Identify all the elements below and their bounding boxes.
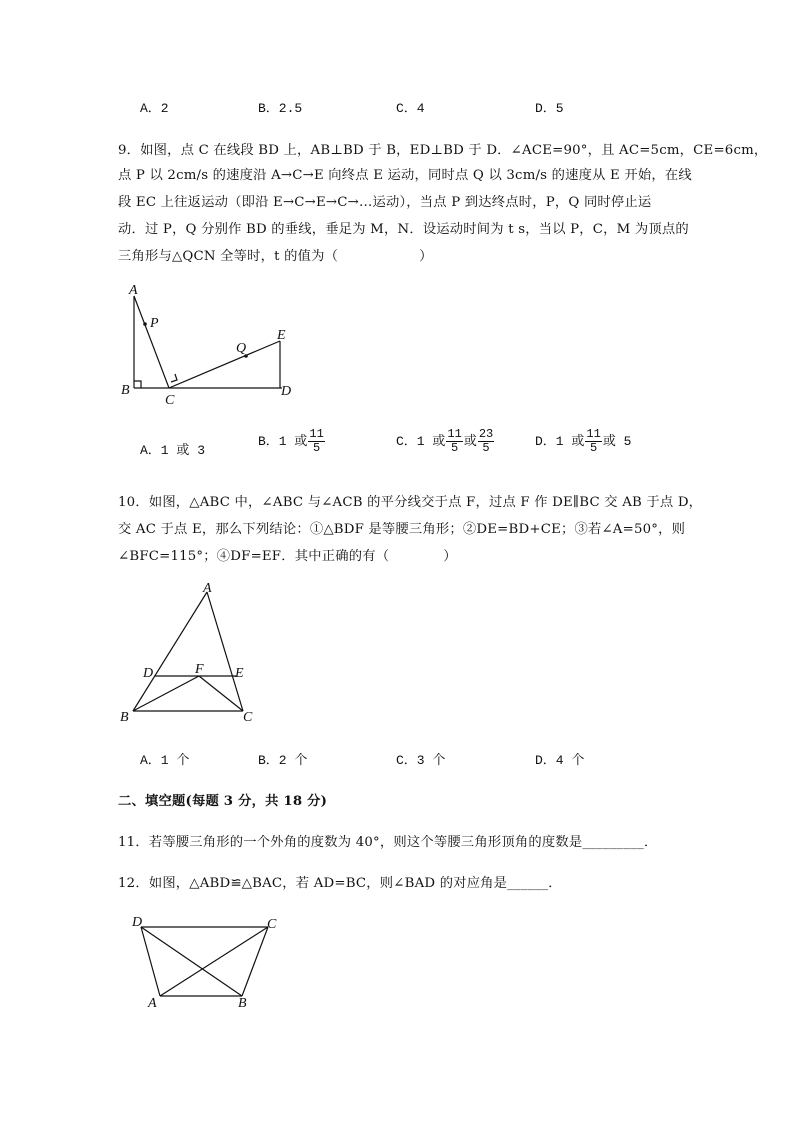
label-a: A <box>203 581 212 596</box>
label-f: F <box>195 662 204 677</box>
q9-line-5: 三角形与△QCN 全等时，t 的值为（ ） <box>118 249 433 264</box>
label-b: B <box>121 383 130 398</box>
q9-option-a: A．1 或 3 <box>140 443 206 458</box>
label-e: E <box>235 666 244 681</box>
q9-line-4: 动．过 P，Q 分别作 BD 的垂线，垂足为 M，N．设运动时间为 t s，当以 P，C，M 为顶点的 <box>118 222 689 237</box>
q12-text: 12．如图，△ABD≌△BAC，若 AD=BC，则∠BAD 的对应角是______． <box>118 876 562 891</box>
q10-line-2: 交 AC 于点 E，那么下列结论：①△BDF 是等腰三角形；②DE=BD+CE；③若∠A=50°，则 <box>118 522 686 537</box>
label-c: C <box>243 710 253 725</box>
q9-option-c: C．1 或 $\frac{11}{5}$ 或 $\frac{23}{5}$ <box>396 427 494 455</box>
label-d: D <box>132 915 143 930</box>
label-q: Q <box>236 341 247 356</box>
q9-line-2: 点 P 以 2cm/s 的速度沿 A→C→E 向终点 E 运动，同时点 Q 以 3cm/s 的速度从 E 开始，在线 <box>118 168 692 183</box>
q9-figure <box>110 280 310 410</box>
q10-line-1: 10．如图，△ABC 中，∠ABC 与∠ACB 的平分线交于点 F，过点 F 作 DE∥BC 交 AB 于点 D， <box>118 495 703 510</box>
q10-figure <box>110 580 270 730</box>
q8-option-c: C．4 <box>396 101 425 116</box>
q10-option-b: B．2 个 <box>258 753 308 768</box>
point-p <box>143 322 147 326</box>
q10-line-3: ∠BFC=115°；④DF=EF．其中正确的有（ ） <box>118 549 457 564</box>
label-c: C <box>267 917 277 932</box>
label-d: D <box>143 666 154 681</box>
q9-option-d: D．1 或 $\frac{11}{5}$ 或 5 <box>535 427 632 455</box>
q11-text: 11．若等腰三角形的一个外角的度数为 40°，则这个等腰三角形顶角的度数是_________． <box>118 835 658 850</box>
q10-option-a: A．1 个 <box>140 753 190 768</box>
q9-line-3: 段 EC 上往返运动（即沿 E→C→E→C→…运动），当点 P 到达终点时，P，Q 同时停止运 <box>118 195 652 210</box>
q8-option-b: B．2.5 <box>258 101 303 116</box>
q8-option-d: D．5 <box>535 101 564 116</box>
label-p: P <box>150 316 159 331</box>
label-a: A <box>129 283 138 298</box>
q12-figure <box>120 905 300 1015</box>
q10-option-d: D．4 个 <box>535 753 585 768</box>
label-d: D <box>281 384 292 399</box>
label-a: A <box>148 996 157 1011</box>
q9-line-1: 9．如图，点 C 在线段 BD 上，AB⊥BD 于 B，ED⊥BD 于 D．∠ACE=90°，且 AC=5cm，CE=6cm， <box>118 143 768 158</box>
label-c: C <box>165 393 175 408</box>
q8-option-a: A．2 <box>140 101 169 116</box>
q9-option-b: B．1 或 $\frac{11}{5}$ <box>258 427 324 455</box>
q10-option-c: C．3 个 <box>396 753 446 768</box>
label-e: E <box>277 328 286 343</box>
section-2-heading: 二、填空题(每题 3 分，共 18 分) <box>118 794 328 809</box>
label-b: B <box>238 996 247 1011</box>
label-b: B <box>120 710 129 725</box>
